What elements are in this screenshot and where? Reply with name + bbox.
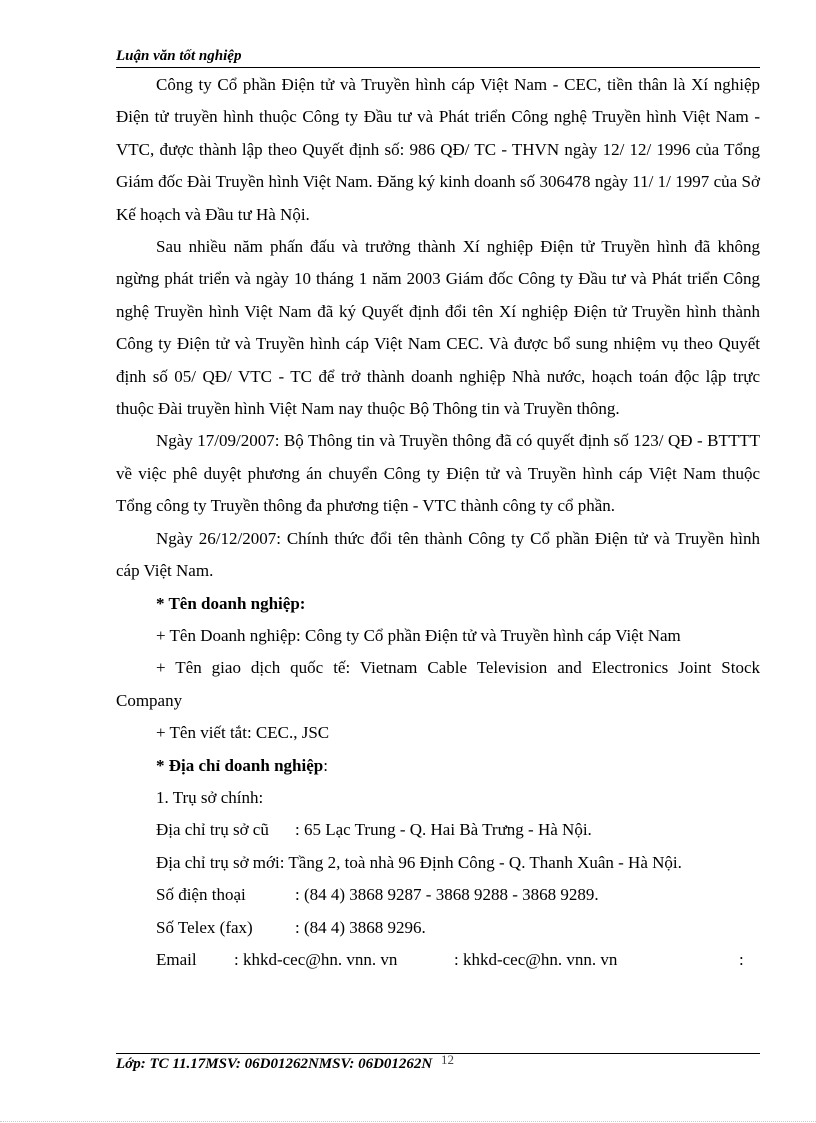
new-address-label: Địa chỉ trụ sở mới: (156, 852, 285, 872)
paragraph-renaming: Ngày 26/12/2007: Chính thức đổi tên thành Công ty Cổ phần Điện tử và Truyền hình cáp Việt Nam. (116, 528, 760, 581)
company-name-line: + Tên Doanh nghiệp: Công ty Cổ phần Điện tử và Truyền hình cáp Việt Nam (156, 625, 681, 645)
hq-title: 1. Trụ sở chính: (156, 787, 264, 807)
paragraph-company-origin: Công ty Cổ phần Điện tử và Truyền hình cáp Việt Nam - CEC, tiền thân là Xí nghiệp Điện tử truyền hình thuộc Công ty Đầu tư và Phát triển Công nghệ Truyền hình Việt Nam - VTC, được thành lập theo Quyết định số: 986 QĐ/ TC - THVN ngày 12/ 12/ 1996 của Tổng Giám đốc Đài Truyền hình Việt Nam. Đăng ký kinh doanh số 306478 ngày 11/ 1/ 1997 của Sở Kế hoạch và Đầu tư Hà Nội. (116, 75, 760, 224)
old-address-label: Địa chỉ trụ sở cũ (156, 820, 269, 840)
email-trailing-colon: : (739, 949, 744, 969)
document-body (116, 69, 760, 976)
email-value-secondary: : khkd-cec@hn. vnn. vn (454, 949, 618, 969)
page-header-title: Luận văn tốt nghiệp (116, 48, 242, 64)
page-bottom-dotted-line (0, 1121, 816, 1122)
address-heading-row (116, 750, 760, 782)
header-rule (116, 67, 760, 68)
paragraph-equitization: Ngày 17/09/2007: Bộ Thông tin và Truyền thông đã có quyết định số 123/ QĐ - BTTTT về việc phê duyệt phương án chuyển Công ty Điện tử và Truyền hình cáp Việt Nam thuộc Tổng công ty Truyền thông đa phương tiện - VTC thành công ty cổ phần. (116, 431, 760, 516)
phone-row (116, 879, 760, 911)
company-abbr-line: + Tên viết tắt: CEC., JSC (156, 723, 330, 743)
new-address-row (116, 847, 760, 879)
footer-rule (116, 1053, 760, 1054)
address-heading-colon: : (323, 755, 328, 775)
telex-row (116, 912, 760, 944)
old-address-value: : 65 Lạc Trung - Q. Hai Bà Trưng - Hà Nội. (295, 820, 592, 840)
phone-value: : (84 4) 3868 9287 - 3868 9288 - 3868 9289. (295, 885, 599, 905)
telex-label: Số Telex (fax) (156, 917, 253, 937)
telex-value: : (84 4) 3868 9296. (295, 917, 426, 937)
email-value: : khkd-cec@hn. vnn. vn (234, 949, 398, 969)
old-address-row (116, 814, 760, 846)
new-address-value: Tầng 2, toà nhà 96 Định Công - Q. Thanh Xuân - Hà Nội. (288, 852, 682, 872)
company-intl-name-line: + Tên giao dịch quốc tế: Vietnam Cable Television and Electronics Joint Stock Company (116, 658, 760, 710)
email-row (116, 944, 760, 976)
page-number: 12 (441, 1052, 454, 1067)
email-label: Email (156, 949, 197, 969)
paragraph-development: Sau nhiều năm phấn đấu và trưởng thành Xí nghiệp Điện tử Truyền hình đã không ngừng phát triển và ngày 10 tháng 1 năm 2003 Giám đốc Công ty Đầu tư và Phát triển Công nghệ Truyền hình Việt Nam đã ký Quyết định đổi tên Xí nghiệp Điện tử Truyền hình thành Công ty Điện tử và Truyền hình cáp Việt Nam CEC. Và được bổ sung nhiệm vụ theo Quyết định số 05/ QĐ/ VTC - TC để trở thành doanh nghiệp Nhà nước, hoạch toán độc lập trực thuộc Đài truyền hình Việt Nam nay thuộc Bộ Thông tin và Truyền thông. (116, 237, 760, 419)
footer-class-info: Lớp: TC 11.17MSV: 06D01262NMSV: 06D01262N (116, 1056, 433, 1072)
address-heading: * Địa chỉ doanh nghiệp (156, 755, 324, 775)
phone-label: Số điện thoại (156, 885, 246, 905)
company-name-heading: * Tên doanh nghiệp: (156, 593, 306, 613)
